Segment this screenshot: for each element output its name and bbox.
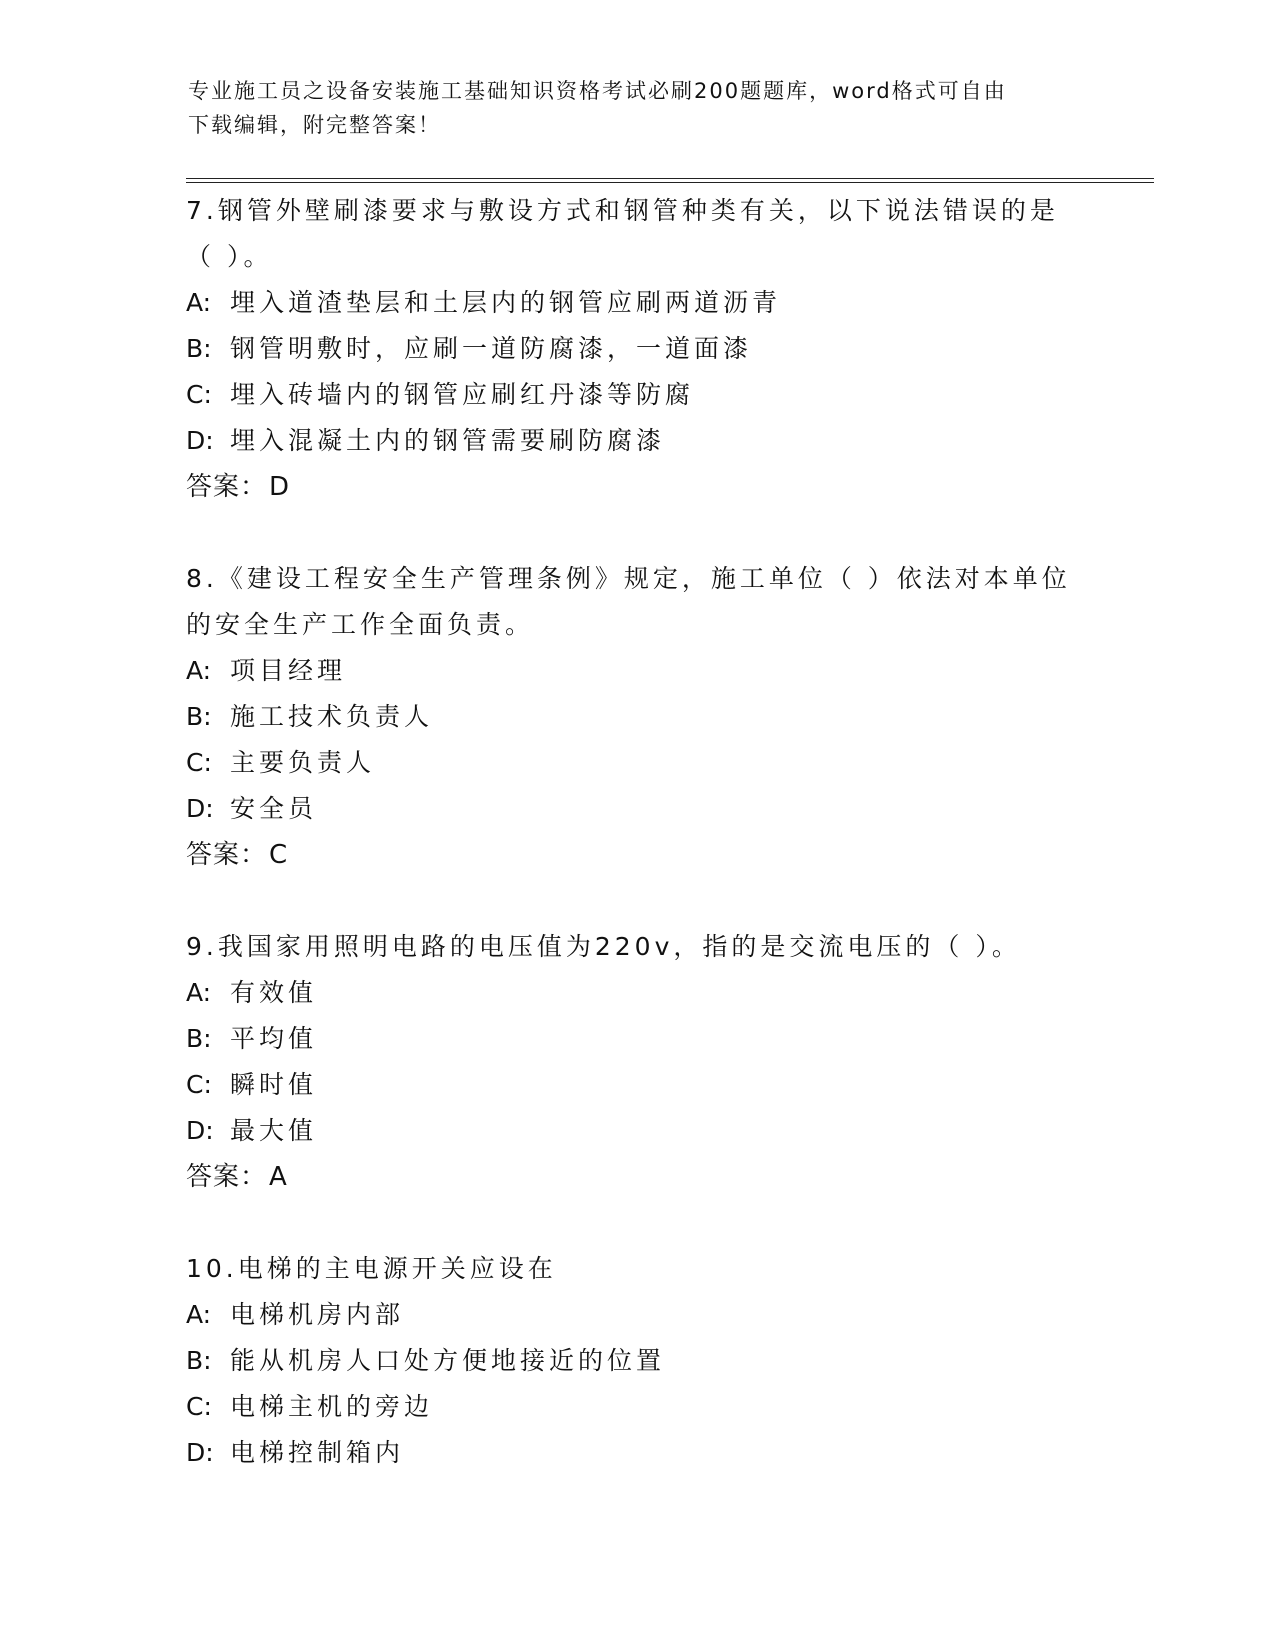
option-text: 埋入砖墙内的钢管应刷红丹漆等防腐	[230, 380, 695, 409]
option-letter: B:	[186, 1024, 212, 1053]
question-7	[186, 188, 1086, 510]
header-divider-top	[186, 178, 1154, 179]
option-text: 电梯机房内部	[230, 1300, 405, 1329]
question-text: 9.我国家用照明电路的电压值为220v，指的是交流电压的（ ）。	[186, 932, 1021, 961]
question-text: 7.钢管外壁刷漆要求与敷设方式和钢管种类有关，以下说法错误的是（ ）。	[186, 196, 1059, 271]
answer-value: D	[269, 472, 291, 502]
option-c	[186, 1062, 1086, 1108]
question-text: 8.《建设工程安全生产管理条例》规定，施工单位（ ）依法对本单位的安全生产工作全面负责。	[186, 564, 1071, 639]
option-a	[186, 1292, 1086, 1338]
option-letter: B:	[186, 1346, 212, 1375]
header-line-2: 下载编辑，附完整答案！	[188, 113, 441, 137]
answer-label: 答案：	[186, 840, 268, 870]
option-a	[186, 970, 1086, 1016]
option-text: 最大值	[230, 1116, 318, 1145]
answer-value: C	[269, 840, 289, 870]
document-header	[188, 74, 1088, 142]
answer	[186, 832, 1086, 878]
option-letter: C:	[186, 380, 212, 409]
header-divider-bottom	[186, 182, 1154, 183]
option-letter: A:	[186, 1300, 212, 1329]
option-letter: B:	[186, 702, 212, 731]
option-letter: D:	[186, 426, 214, 455]
option-letter: D:	[186, 1116, 214, 1145]
option-c	[186, 740, 1086, 786]
option-d	[186, 1430, 1086, 1476]
option-text: 平均值	[230, 1024, 318, 1053]
option-text: 瞬时值	[230, 1070, 318, 1099]
header-line-1: 专业施工员之设备安装施工基础知识资格考试必刷200题题库，word格式可自由	[188, 79, 1007, 103]
option-text: 电梯主机的旁边	[230, 1392, 434, 1421]
option-d	[186, 1108, 1086, 1154]
option-text: 有效值	[230, 978, 318, 1007]
option-text: 能从机房人口处方便地接近的位置	[230, 1346, 666, 1375]
question-9	[186, 924, 1086, 1200]
option-a	[186, 648, 1086, 694]
option-b	[186, 694, 1086, 740]
option-text: 项目经理	[230, 656, 347, 685]
option-b	[186, 1016, 1086, 1062]
question-list	[186, 188, 1086, 1522]
answer-value: A	[269, 1162, 288, 1192]
option-text: 钢管明敷时，应刷一道防腐漆，一道面漆	[230, 334, 753, 363]
option-d	[186, 418, 1086, 464]
option-a	[186, 280, 1086, 326]
option-letter: B:	[186, 334, 212, 363]
option-letter: C:	[186, 1070, 212, 1099]
option-text: 埋入道渣垫层和土层内的钢管应刷两道沥青	[230, 288, 782, 317]
question-10	[186, 1246, 1086, 1476]
answer	[186, 1154, 1086, 1200]
answer-label: 答案：	[186, 1162, 268, 1192]
question-text: 10.电梯的主电源开关应设在	[186, 1254, 557, 1283]
option-text: 施工技术负责人	[230, 702, 434, 731]
option-letter: C:	[186, 1392, 212, 1421]
option-text: 主要负责人	[230, 748, 376, 777]
option-text: 安全员	[230, 794, 318, 823]
answer-label: 答案：	[186, 472, 268, 502]
option-c	[186, 1384, 1086, 1430]
option-letter: A:	[186, 288, 212, 317]
option-letter: C:	[186, 748, 212, 777]
option-letter: D:	[186, 1438, 214, 1467]
question-8	[186, 556, 1086, 878]
option-text: 电梯控制箱内	[230, 1438, 405, 1467]
option-letter: A:	[186, 656, 212, 685]
answer	[186, 464, 1086, 510]
option-letter: D:	[186, 794, 214, 823]
option-b	[186, 326, 1086, 372]
option-letter: A:	[186, 978, 212, 1007]
option-b	[186, 1338, 1086, 1384]
option-d	[186, 786, 1086, 832]
option-text: 埋入混凝土内的钢管需要刷防腐漆	[230, 426, 666, 455]
option-c	[186, 372, 1086, 418]
